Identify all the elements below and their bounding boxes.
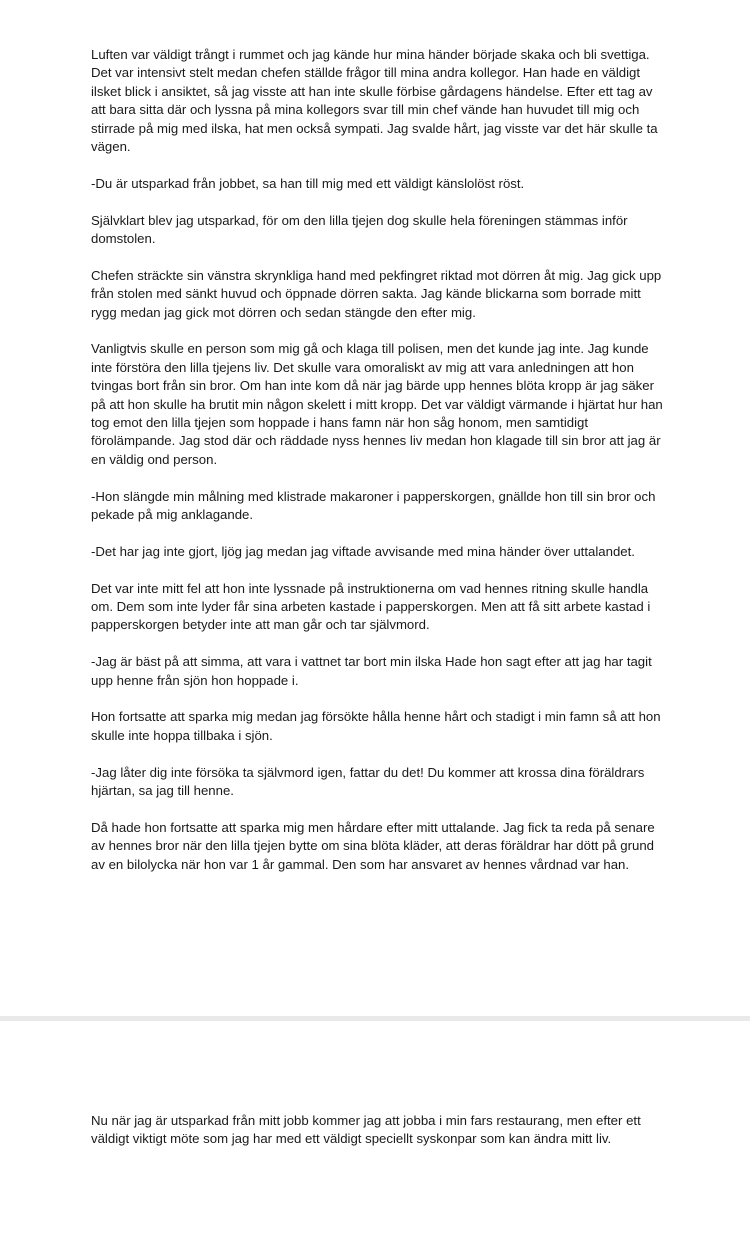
paragraph: -Jag låter dig inte försöka ta självmord igen, fattar du det! Du kommer att krossa dina föräldrars hjärtan, sa jag till henne. <box>91 764 645 799</box>
page-1-body <box>91 46 663 874</box>
document-page-2 <box>0 1021 750 1250</box>
paragraph: Nu när jag är utsparkad från mitt jobb kommer jag att jobba i min fars restaurang, men efter ett väldigt viktigt möte som jag har med ett väldigt speciellt syskonpar som kan ändra mitt liv. <box>91 1113 641 1147</box>
paragraph: Chefen sträckte sin vänstra skrynkliga hand med pekfingret riktad mot dörren åt mig. Jag gick upp från stolen med sänkt huvud och öppnade dörren sakta. Jag kände blickarna som borrade mitt rygg medan jag gick mot dörren och sedan stängde den efter mig. <box>91 267 662 320</box>
paragraph: Självklart blev jag utsparkad, för om den lilla tjejen dog skulle hela föreningen stämmas inför domstolen. <box>91 212 628 247</box>
paragraph: -Jag är bäst på att simma, att vara i vattnet tar bort min ilska Hade hon sagt efter att jag har tagit upp henne från sjön hon hoppade i. <box>91 654 652 688</box>
paragraph: Det var inte mitt fel att hon inte lyssnade på instruktionerna om vad hennes ritning skulle handla om. Dem som inte lyder får sina arbeten kastade i papperskorgen. Men att få sitt arbete kastad i papperskorgen betyder inte att man går och tar självmord. <box>91 580 651 633</box>
paragraph: -Det har jag inte gjort, ljög jag medan jag viftade avvisande med mina händer över uttalandet. <box>91 543 635 559</box>
paragraph: Då hade hon fortsatte att sparka mig men hårdare efter mitt uttalande. Jag fick ta reda på senare av hennes bror när den lilla tjejen bytte om sina blöta kläder, att deras föräldrar har dött på grund av en bilolycka när hon var 1 år gammal. Den som har ansvaret av hennes vårdnad var han. <box>91 819 655 872</box>
paragraph: Luften var väldigt trångt i rummet och jag kände hur mina händer började skaka och bli svettiga. Det var intensivt stelt medan chefen ställde frågor till mina andra kollegor. Han hade en väldigt ilsket blick i ansiktet, så jag visste att han inte skulle förbise gårdagens händelse. Efter ett tag av att bara sitta där och lyssna på mina kollegors svar till min chef vände han huvudet till mig och stirrade på mig med ilska, hat men också sympati. Jag svalde hårt, jag visste var det här skulle ta vägen. <box>91 47 658 155</box>
paragraph: -Du är utsparkad från jobbet, sa han till mig med ett väldigt känslolöst röst. <box>91 175 525 191</box>
paragraph: Vanligtvis skulle en person som mig gå och klaga till polisen, men det kunde jag inte. Jag kunde inte förstöra den lilla tjejens liv. Det skulle vara omoraliskt av mig att vara anledningen att hon tvingas bort från sin bror. Om han inte kom då när jag bärde upp hennes blöta kropp är jag säker på att hon skulle ha brutit min någon skelett i mitt kropp. Det var väldigt värmande i hjärtat hur han tog emot den lilla tjejen som hoppade i hans famn när hon såg honom, men samtidigt förolämpande. Jag stod där och räddade nyss hennes liv medan hon klagade till sin bror att jag är en väldig ond person. <box>91 341 663 467</box>
paragraph: Hon fortsatte att sparka mig medan jag försökte hålla henne hårt och stadigt i min famn så att hon skulle inte hoppa tillbaka i sjön. <box>91 709 661 743</box>
page-2-body <box>91 1112 663 1149</box>
paragraph: -Hon slängde min målning med klistrade makaroner i papperskorgen, gnällde hon till sin bror och pekade på mig anklagande. <box>91 488 656 523</box>
